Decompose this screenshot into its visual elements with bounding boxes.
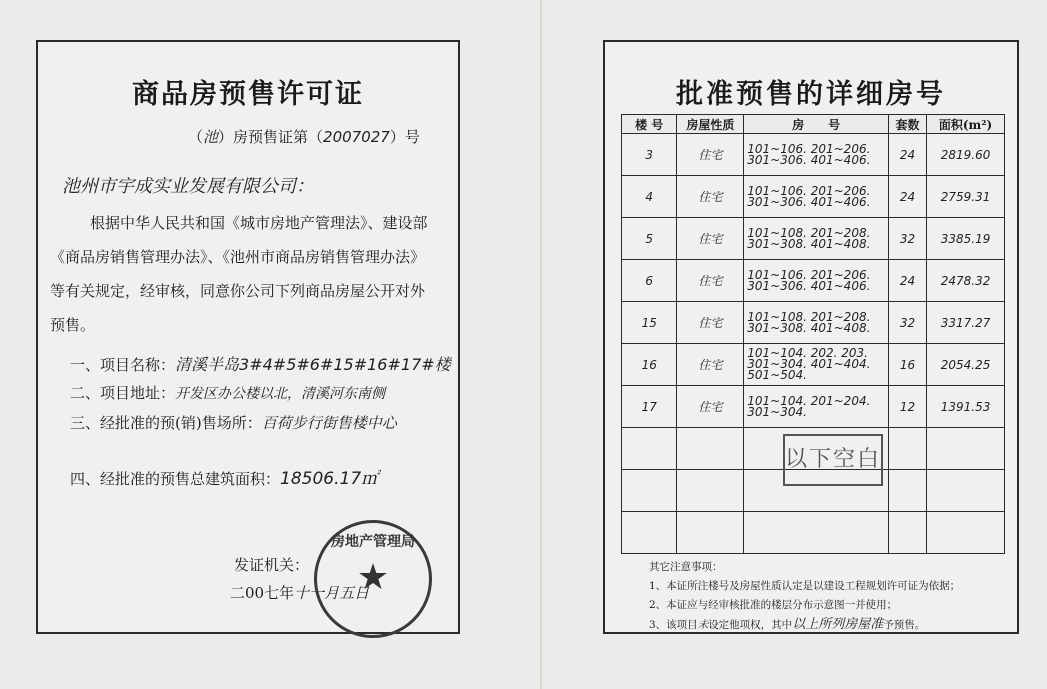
cell-area: 2759.31 bbox=[927, 176, 1005, 218]
cell-rooms: 101~106. 201~206. 301~306. 401~406. bbox=[744, 134, 889, 176]
cell-rooms: 101~106. 201~206. 301~306. 401~406. bbox=[744, 176, 889, 218]
cell-rooms: 101~104. 202. 203. 301~304. 401~404. 501~504. bbox=[744, 344, 889, 386]
cert-suffix: ）号 bbox=[389, 128, 420, 146]
cell-area: 2054.25 bbox=[927, 344, 1005, 386]
item3-value: 百荷步行街售楼中心 bbox=[261, 414, 397, 432]
item-total-area bbox=[70, 464, 378, 489]
note3-c: 准 bbox=[870, 617, 884, 632]
para-line-3: 等有关规定，经审核，同意你公司下列商品房屋公开对外 bbox=[50, 282, 426, 300]
cell-type: 住宅 bbox=[677, 260, 744, 302]
cell-sets: 24 bbox=[888, 134, 926, 176]
cell-sets: 16 bbox=[888, 344, 926, 386]
cert-city-handwritten: 池 bbox=[203, 128, 219, 146]
cell-rooms: 101~108. 201~208. 301~308. 401~408. bbox=[744, 302, 889, 344]
cell-area: 2478.32 bbox=[927, 260, 1005, 302]
blank-below-stamp: 以下空白 bbox=[783, 434, 883, 486]
issuer-label: 发证机关： bbox=[234, 556, 310, 574]
seal-star-icon: ★ bbox=[356, 557, 390, 598]
date-handwritten: 十一月五日 bbox=[294, 584, 370, 602]
cell-area: 2819.60 bbox=[927, 134, 1005, 176]
note-3 bbox=[649, 615, 960, 635]
table-row bbox=[622, 176, 1005, 218]
cell-type: 住宅 bbox=[677, 302, 744, 344]
table-row bbox=[622, 386, 1005, 428]
table-row bbox=[622, 218, 1005, 260]
item-sales-venue bbox=[70, 412, 397, 433]
cell-sets: 32 bbox=[888, 302, 926, 344]
cell-building: 4 bbox=[622, 176, 677, 218]
date-printed: 二00七年 bbox=[230, 584, 295, 602]
cell-area: 3317.27 bbox=[927, 302, 1005, 344]
cell-type: 住宅 bbox=[677, 134, 744, 176]
permit-title: 商品房预售许可证 bbox=[132, 79, 364, 110]
cell-type: 住宅 bbox=[677, 176, 744, 218]
company-name: 池州市宇成实业发展有限公司： bbox=[62, 176, 314, 197]
header-sets: 套数 bbox=[888, 115, 926, 134]
seal-text: 房地产管理局 bbox=[331, 534, 415, 550]
cert-number-handwritten: 2007027 bbox=[323, 128, 390, 146]
para-line-2: 《商品房销售管理办法》、《池州市商品房销售管理办法》 bbox=[50, 248, 426, 266]
note-1: 1、本证所注楼号及房屋性质认定是以建设工程规划许可证为依据； bbox=[649, 580, 961, 592]
note-2: 2、本证应与经审核批准的楼层分布示意图一并使用； bbox=[649, 599, 898, 611]
header-rooms: 房 号 bbox=[744, 115, 889, 134]
cell-building: 15 bbox=[622, 302, 677, 344]
table-row bbox=[622, 134, 1005, 176]
page-fold bbox=[540, 0, 542, 689]
cell-type: 住宅 bbox=[677, 344, 744, 386]
cert-mid: ）房预售证第（ bbox=[218, 128, 324, 146]
note3-handwritten-b: 以上所列房屋 bbox=[792, 617, 871, 632]
table-header-row bbox=[622, 115, 1005, 134]
cell-building: 17 bbox=[622, 386, 677, 428]
cert-number-line bbox=[188, 126, 420, 147]
cell-type: 住宅 bbox=[677, 386, 744, 428]
header-building: 楼 号 bbox=[622, 115, 677, 134]
cert-prefix: （ bbox=[188, 128, 204, 146]
cell-area: 3385.19 bbox=[927, 218, 1005, 260]
para-line-4: 预售。 bbox=[50, 316, 96, 334]
item1-label: 一、项目名称： bbox=[70, 356, 176, 374]
notes-block bbox=[649, 558, 960, 635]
cell-sets: 24 bbox=[888, 260, 926, 302]
table-row bbox=[622, 302, 1005, 344]
item4-label: 四、经批准的预售总建筑面积： bbox=[70, 470, 281, 488]
table-row bbox=[622, 260, 1005, 302]
table-row-empty bbox=[622, 512, 1005, 554]
table-row bbox=[622, 344, 1005, 386]
item-project-address bbox=[70, 382, 385, 403]
room-list-panel bbox=[603, 40, 1019, 634]
note3-b: 设定他项权，其中 bbox=[708, 619, 793, 631]
cell-building: 5 bbox=[622, 218, 677, 260]
room-table bbox=[621, 114, 1005, 554]
room-list-title: 批准预售的详细房号 bbox=[676, 79, 946, 110]
item-project-name bbox=[70, 352, 451, 375]
note3-handwritten-a: 未 bbox=[697, 619, 709, 631]
note3-d: 予预售。 bbox=[883, 619, 926, 631]
cell-building: 3 bbox=[622, 134, 677, 176]
item2-value: 开发区办公楼以北，清溪河东南侧 bbox=[175, 386, 386, 402]
cell-area: 1391.53 bbox=[927, 386, 1005, 428]
item3-label: 三、经批准的预(销)售场所： bbox=[70, 414, 262, 432]
notes-title: 其它注意事项： bbox=[649, 561, 723, 573]
cell-sets: 12 bbox=[888, 386, 926, 428]
cell-type: 住宅 bbox=[677, 218, 744, 260]
cell-building: 16 bbox=[622, 344, 677, 386]
cell-sets: 32 bbox=[888, 218, 926, 260]
official-seal bbox=[314, 520, 432, 638]
note3-a: 3、该项目 bbox=[649, 619, 698, 631]
cell-rooms: 101~104. 201~204. 301~304. bbox=[744, 386, 889, 428]
cell-sets: 24 bbox=[888, 176, 926, 218]
item2-label: 二、项目地址： bbox=[70, 384, 176, 402]
header-area: 面积(m²) bbox=[927, 115, 1005, 134]
header-type: 房屋性质 bbox=[677, 115, 744, 134]
permit-panel bbox=[36, 40, 460, 634]
para-line-1: 根据中华人民共和国《城市房地产管理法》、建设部 bbox=[90, 214, 428, 232]
cell-building: 6 bbox=[622, 260, 677, 302]
item4-value: 18506.17㎡ bbox=[280, 469, 379, 489]
item1-value: 清溪半岛3#4#5#6#15#16#17#楼 bbox=[175, 355, 451, 374]
cell-rooms: 101~108. 201~208. 301~308. 401~408. bbox=[744, 218, 889, 260]
cell-rooms: 101~106. 201~206. 301~306. 401~406. bbox=[744, 260, 889, 302]
